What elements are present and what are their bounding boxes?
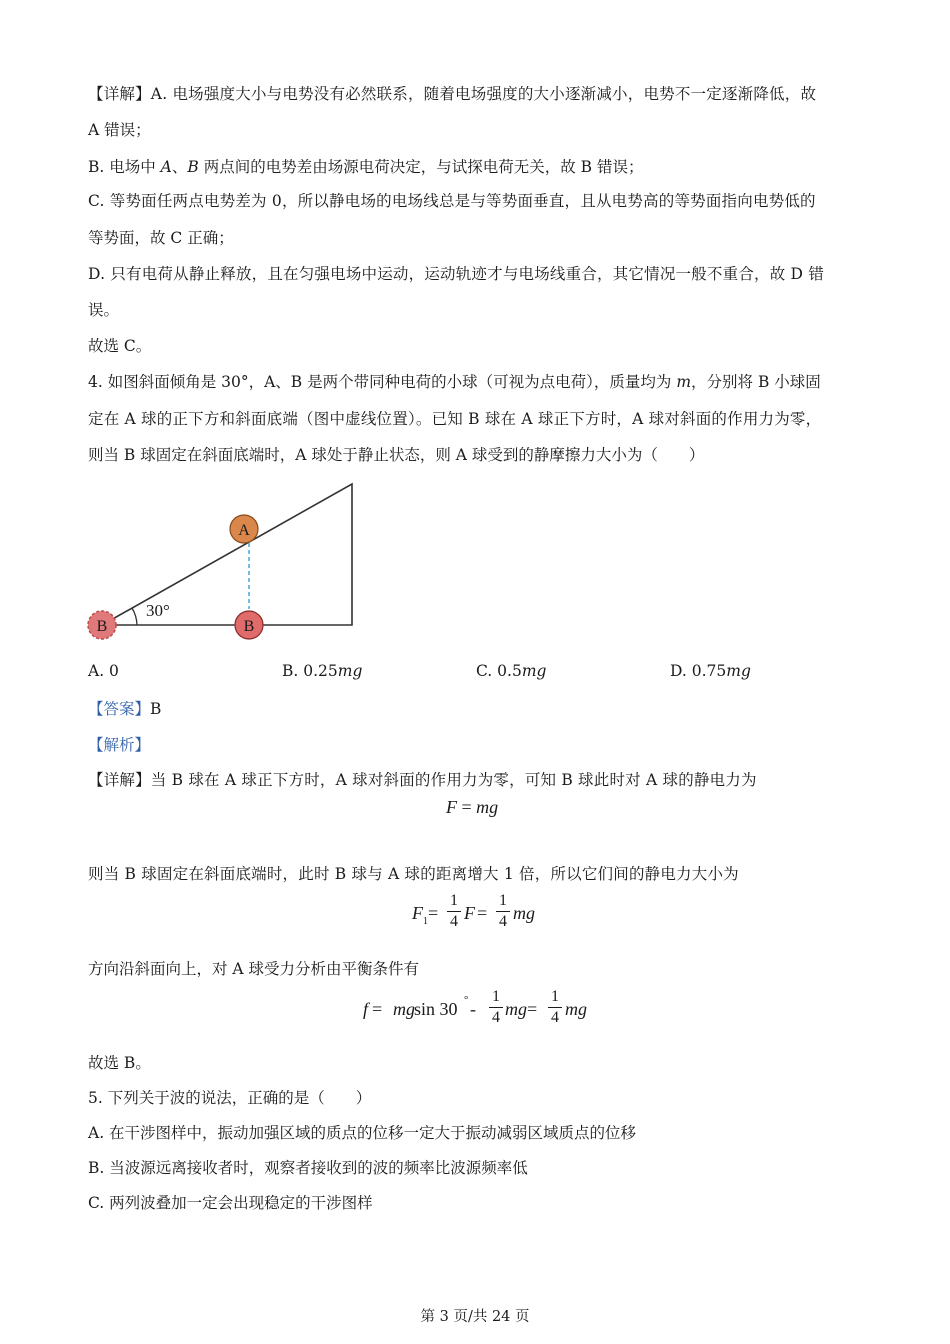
- eq2-fraction-1: [447, 892, 461, 931]
- q4-stem-line-2: 定在 A 球的正下方和斜面底端（图中虚线位置）。已知 B 球在 A 球正下方时，A 球对斜面的作用力为零，: [88, 410, 822, 428]
- incline-figure: [80, 478, 370, 648]
- eq1-rhs: mg: [476, 797, 499, 817]
- eq3-degree: °: [464, 994, 469, 1006]
- q3-l3-b: B: [187, 158, 199, 176]
- eq3-term-3: mg: [565, 999, 587, 1019]
- choice-d: [670, 662, 751, 680]
- choice-d-unit: mg: [726, 662, 751, 680]
- eq3-fraction-1: [489, 988, 503, 1027]
- angle-label: 30°: [146, 601, 170, 620]
- q3-detail-line-7: 误。: [88, 301, 120, 319]
- eq2-lhs: F: [412, 903, 423, 923]
- choice-d-label: D. 0.75: [670, 662, 727, 680]
- q3-detail-line-1: 【详解】A. 电场强度大小与电势没有必然联系，随着电场强度的大小逐渐减小，电势不一定逐渐降低，故: [88, 85, 817, 103]
- eq2-fraction-2: [496, 892, 510, 931]
- choice-b-label: B. 0.25: [282, 662, 338, 680]
- q3-detail-line-4: C. 等势面任两点电势差为 0，所以静电场的电场线总是与等势面垂直，且从电势高的等势面指向电势低的: [88, 192, 816, 210]
- q3-l3-pre: B. 电场中: [88, 158, 161, 176]
- q3-conclusion: 故选 C。: [88, 337, 152, 355]
- eq3-frac1-den: 4: [492, 1009, 500, 1026]
- q4-conclusion: 故选 B。: [88, 1054, 151, 1072]
- q4-stem-line-3: 则当 B 球固定在斜面底端时，A 球处于静止状态，则 A 球受到的静摩擦力大小为（ ）: [88, 446, 705, 464]
- q3-detail-line-2: A 错误；: [88, 121, 151, 139]
- eq2-frac2-bar: [496, 911, 510, 912]
- eq3-frac2-bar: [548, 1007, 562, 1008]
- eq2-end: mg: [513, 903, 535, 923]
- q5-option-a: A. 在干涉图样中，振动加强区域的质点的位移一定大于振动减弱区域质点的位移: [88, 1124, 637, 1142]
- q3-detail-line-3: [88, 155, 643, 177]
- eq3-term-1: mg: [393, 999, 415, 1019]
- eq3-frac2-num: 1: [551, 988, 559, 1005]
- choice-a-label: A. 0: [88, 662, 119, 680]
- answer-value: B: [150, 700, 162, 718]
- answer-line: [88, 697, 161, 719]
- eq2-frac1-den: 4: [450, 913, 458, 930]
- choice-a: [88, 662, 119, 680]
- eq3-frac1-bar: [489, 1007, 503, 1008]
- eq3-equals-1: =: [372, 999, 383, 1019]
- eq2-frac1-num: 1: [450, 892, 458, 909]
- choice-c-label: C. 0.5: [476, 662, 522, 680]
- q4-detail-1: 【详解】当 B 球在 A 球正下方时，A 球对斜面的作用力为零，可知 B 球此时对 A 球的静电力为: [88, 771, 757, 789]
- q4-detail-3: 方向沿斜面向上，对 A 球受力分析由平衡条件有: [88, 960, 420, 978]
- choice-b-unit: mg: [337, 662, 363, 680]
- q4-l1-m: m: [676, 373, 692, 391]
- incline-triangle: [102, 484, 352, 625]
- eq2-mid: F: [464, 903, 475, 923]
- q5-option-b: B. 当波源远离接收者时，观察者接收到的波的频率比波源频率低: [88, 1159, 528, 1177]
- eq3-frac1-num: 1: [492, 988, 500, 1005]
- eq1-lhs: F: [446, 797, 457, 817]
- q4-detail-2: 则当 B 球固定在斜面底端时，此时 B 球与 A 球的距离增大 1 倍，所以它们间的静电力大小为: [88, 865, 739, 883]
- choice-c: [476, 662, 546, 680]
- ball-b-base-label: B: [96, 618, 108, 635]
- q3-l3-mid: 、: [171, 158, 188, 176]
- eq3-term-2: mg: [505, 999, 527, 1019]
- eq2-subscript: 1: [423, 916, 428, 927]
- eq1-equals: =: [457, 797, 477, 817]
- ball-a-label: A: [238, 522, 250, 539]
- eq3-minus: -: [470, 999, 476, 1019]
- q4-l1-post: ，分别将 B 小球固: [691, 373, 821, 391]
- q3-detail-line-5: 等势面，故 C 正确；: [88, 229, 234, 247]
- angle-arc: [132, 608, 137, 625]
- eq3-fraction-2: [548, 988, 562, 1027]
- choice-c-unit: mg: [521, 662, 547, 680]
- q4-stem-line-1: [88, 370, 821, 392]
- eq2-equals-2: =: [477, 903, 488, 923]
- equation-1: [446, 797, 498, 818]
- eq2-frac2-den: 4: [499, 913, 507, 930]
- ball-b-below-label: B: [243, 618, 255, 635]
- eq3-frac2-den: 4: [551, 1009, 559, 1026]
- q3-detail-line-6: D. 只有电荷从静止释放，且在匀强电场中运动，运动轨迹才与电场线重合，其它情况一般不重合，故 D 错: [88, 265, 825, 283]
- q3-l3-post: 两点间的电势差由场源电荷决定，与试探电荷无关，故 B 错误；: [198, 158, 644, 176]
- q5-stem: 5. 下列关于波的说法，正确的是（ ）: [88, 1089, 372, 1107]
- eq3-equals-2: =: [527, 999, 538, 1019]
- answer-tag: 【答案】: [88, 700, 151, 718]
- q5-option-c: C. 两列波叠加一定会出现稳定的干涉图样: [88, 1194, 373, 1212]
- q4-l1-pre: 4. 如图斜面倾角是 30°，A、B 是两个带同种电荷的小球（可视为点电荷），质量均为: [88, 373, 677, 391]
- eq3-sin: sin 30: [414, 999, 458, 1019]
- page-footer: 第 3 页/共 24 页: [420, 1309, 530, 1325]
- q3-l3-a: A: [160, 158, 172, 176]
- eq3-lhs: f: [363, 999, 369, 1019]
- choice-b: [282, 662, 362, 680]
- analysis-tag: 【解析】: [88, 736, 151, 754]
- eq2-frac1-bar: [447, 911, 461, 912]
- eq2-frac2-num: 1: [499, 892, 507, 909]
- eq2-equals-1: =: [428, 903, 439, 923]
